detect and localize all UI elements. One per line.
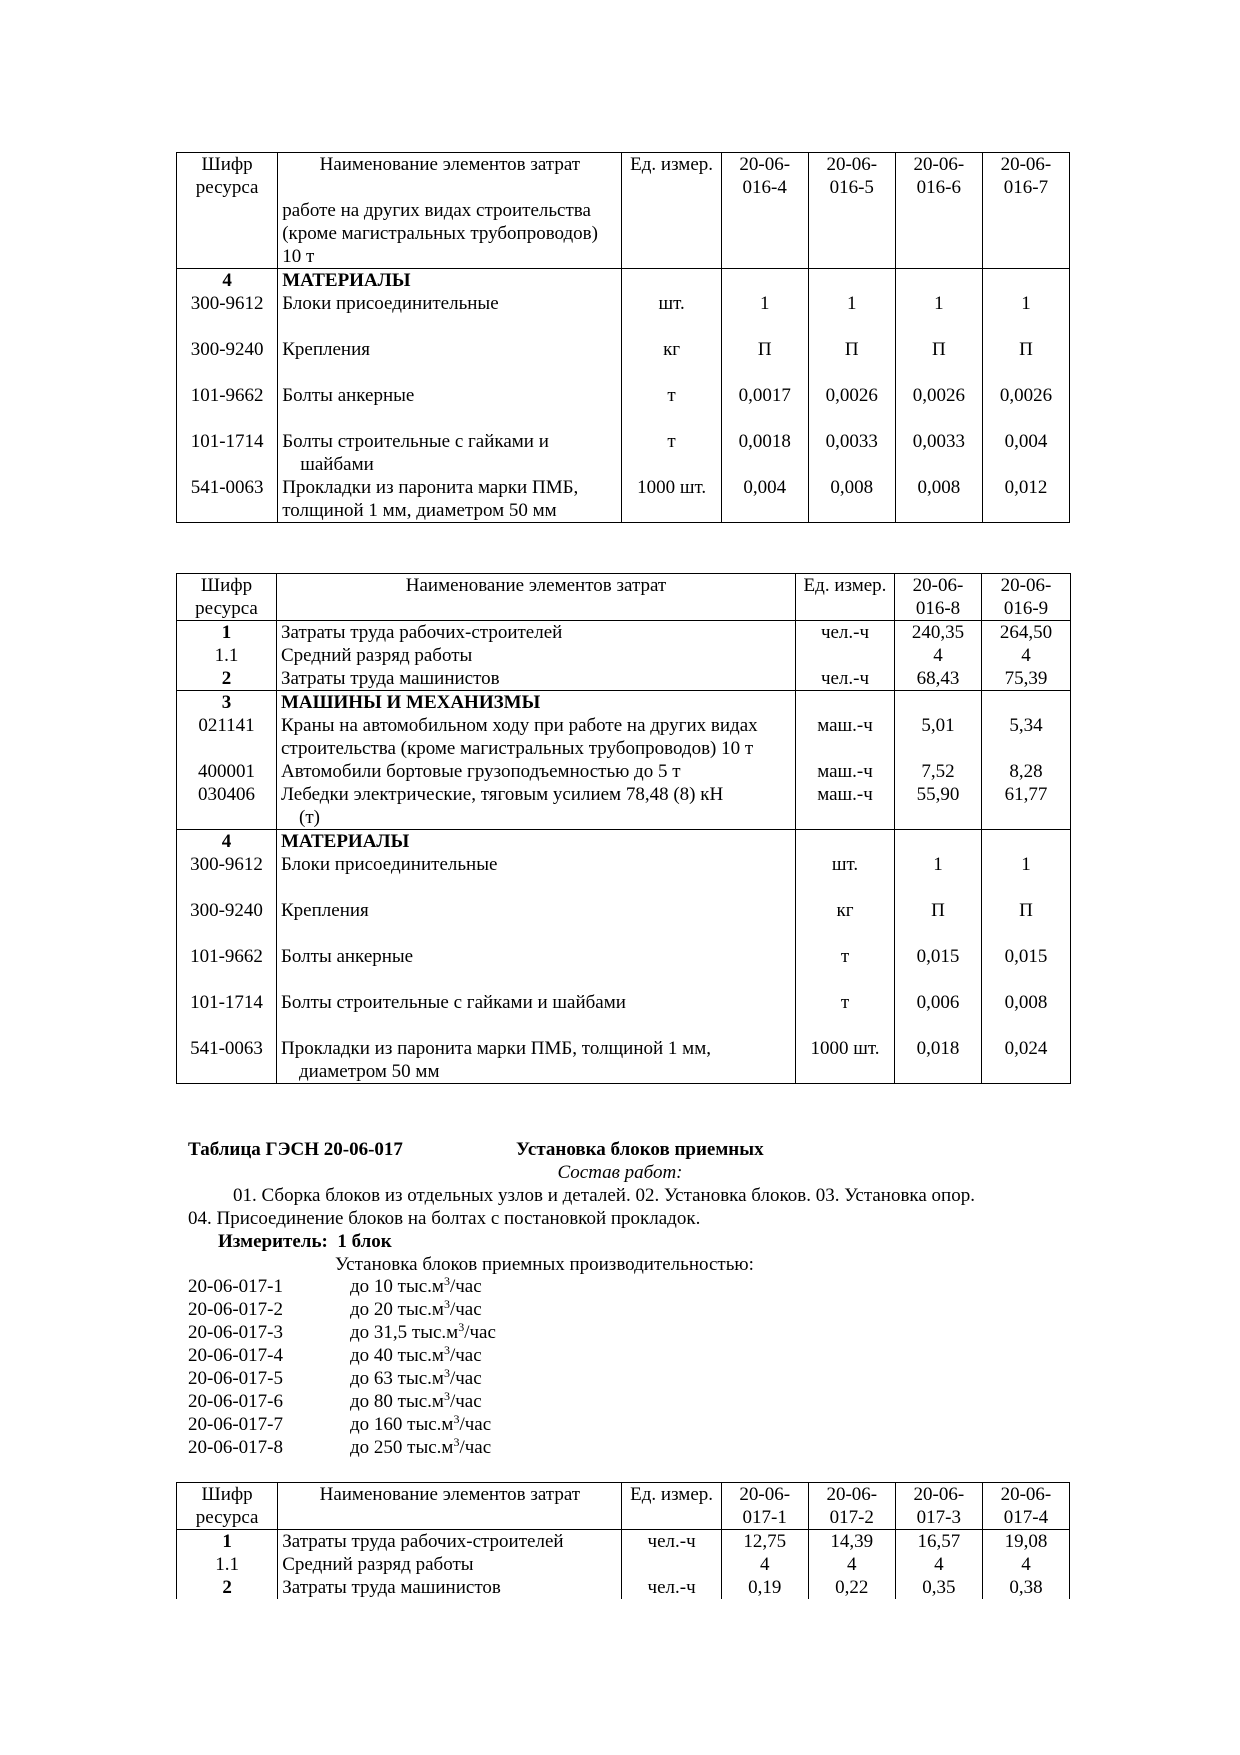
resource-unit: шт.: [796, 853, 895, 899]
value-cell: 264,50: [982, 621, 1071, 645]
resource-code: 400001: [177, 760, 277, 783]
table-row: [177, 714, 1071, 760]
norm-desc: до 40 тыс.м: [350, 1345, 444, 1366]
table-header: [177, 1483, 1070, 1530]
superscript: 3: [443, 1274, 450, 1288]
header-col: 20-06-017-4: [982, 1483, 1069, 1530]
norm-desc-unit: /час: [459, 1437, 492, 1458]
header-col: 20-06-016-4: [721, 153, 808, 200]
resource-name: Автомобили бортовые грузоподъемностью до 5 т: [277, 760, 796, 783]
resource-name: Блоки присоединительные: [277, 853, 796, 899]
list-item: [188, 1390, 496, 1413]
table-row: [177, 1576, 1070, 1599]
resource-unit: кг: [796, 899, 895, 945]
header-name: Наименование элементов затрат: [278, 153, 622, 200]
norm-desc-unit: /час: [449, 1391, 482, 1412]
resource-unit: [622, 1553, 721, 1576]
value-cell: 0,018: [895, 1037, 982, 1084]
value-cell: 1: [808, 292, 895, 338]
norm-desc: до 20 тыс.м: [350, 1299, 444, 1320]
resource-unit: 1000 шт.: [796, 1037, 895, 1084]
norm-desc: до 250 тыс.м: [350, 1437, 454, 1458]
resource-code: 1: [221, 622, 232, 643]
resource-name: Болты строительные с гайками и шайбами: [277, 991, 796, 1037]
superscript: 3: [458, 1320, 465, 1334]
table-row: [177, 621, 1071, 645]
resource-unit: маш.-ч: [796, 760, 895, 783]
resource-unit: кг: [622, 338, 721, 384]
header-name: Наименование элементов затрат: [278, 1483, 622, 1530]
list-item: [188, 1344, 496, 1367]
norm-desc: до 31,5 тыс.м: [350, 1322, 459, 1343]
norm-code: 20-06-017-3: [188, 1322, 283, 1343]
value-cell: 8,28: [982, 760, 1071, 783]
list-item: [188, 1275, 496, 1298]
table-row: [177, 667, 1071, 691]
value-cell: 0,0026: [895, 384, 982, 430]
value-cell: 0,0033: [808, 430, 895, 476]
value-cell: 0,006: [895, 991, 982, 1037]
value-cell: 0,0033: [895, 430, 982, 476]
header-unit: Ед. измер.: [622, 1483, 721, 1530]
table-header: [177, 574, 1071, 621]
header-unit: Ед. измер.: [796, 574, 895, 621]
resource-code: 300-9240: [177, 338, 278, 384]
value-cell: 4: [895, 644, 982, 667]
superscript: 3: [453, 1412, 460, 1426]
superscript: 3: [443, 1297, 450, 1311]
resource-name: Средний разряд работы: [277, 644, 796, 667]
section-code: 4: [222, 270, 232, 291]
resource-code: 300-9612: [177, 292, 278, 338]
norm-desc-unit: /час: [449, 1345, 482, 1366]
value-cell: 0,0026: [808, 384, 895, 430]
value-cell: 68,43: [895, 667, 982, 691]
superscript: 3: [443, 1343, 450, 1357]
works-line1: 01. Сборка блоков из отдельных узлов и деталей. 02. Установка блоков. 03. Установка опор.: [233, 1185, 975, 1206]
works-line2: 04. Присоединение блоков на болтах с постановкой прокладок.: [188, 1208, 701, 1229]
resource-unit: 1000 шт.: [622, 476, 721, 523]
value-cell: 0,35: [895, 1576, 982, 1599]
norm-code: 20-06-017-1: [188, 1276, 283, 1297]
value-cell: 0,0018: [721, 430, 808, 476]
resource-unit: чел.-ч: [796, 667, 895, 691]
header-col: 20-06-017-2: [808, 1483, 895, 1530]
value-cell: 12,75: [721, 1530, 808, 1554]
norm-code: 20-06-017-6: [188, 1391, 283, 1412]
header-code: Шифр ресурса: [177, 153, 278, 200]
value-cell: 0,015: [895, 945, 982, 991]
value-cell: 1: [982, 853, 1071, 899]
value-cell: 0,004: [982, 430, 1069, 476]
header-col: 20-06-017-3: [895, 1483, 982, 1530]
value-cell: 0,024: [982, 1037, 1071, 1084]
meter-value: 1 блок: [337, 1231, 392, 1252]
resource-unit: чел.-ч: [796, 621, 895, 645]
resource-name: Крепления: [277, 899, 796, 945]
norm-desc-unit: /час: [464, 1322, 496, 1343]
superscript: 3: [443, 1389, 450, 1403]
resource-unit: т: [796, 945, 895, 991]
section-code: 4: [221, 831, 232, 852]
materials-section-row: [177, 830, 1071, 854]
value-cell: 4: [721, 1553, 808, 1576]
resource-unit: шт.: [622, 292, 721, 338]
value-cell: 4: [982, 644, 1071, 667]
resource-code: 1: [222, 1531, 232, 1552]
value-cell: П: [895, 338, 982, 384]
norm-desc: до 80 тыс.м: [350, 1391, 444, 1412]
header-col: 20-06-016-5: [808, 153, 895, 200]
value-cell: 0,0026: [982, 384, 1069, 430]
list-item: [188, 1367, 496, 1390]
capacity-heading: Установка блоков приемных производительностью:: [335, 1254, 754, 1275]
value-cell: 0,015: [982, 945, 1071, 991]
norms-table-017-1-4: [176, 1482, 1070, 1599]
value-cell: П: [982, 899, 1071, 945]
value-cell: 4: [808, 1553, 895, 1576]
norm-code: 20-06-017-7: [188, 1414, 283, 1435]
value-cell: П: [808, 338, 895, 384]
resource-code: 2: [221, 668, 232, 689]
resource-name: [278, 430, 622, 476]
resource-name: Крепления: [278, 338, 622, 384]
resource-code: 300-9240: [177, 899, 277, 945]
resource-name-line1: Прокладки из паронита марки ПМБ, толщиной 1 мм,: [281, 1038, 711, 1059]
table-row: [177, 644, 1071, 667]
resource-code: 1.1: [177, 1553, 278, 1576]
resource-name-line2: диаметром 50 мм: [299, 1061, 440, 1082]
table-label-text: Таблица ГЭСН 20-06-017: [188, 1139, 403, 1160]
superscript: 3: [453, 1435, 460, 1449]
meter: [218, 1230, 392, 1253]
resource-name: Затраты труда машинистов: [277, 667, 796, 691]
list-item: [188, 1436, 496, 1459]
section-title: МАТЕРИАЛЫ: [282, 270, 411, 291]
resource-name: Краны на автомобильном ходу при работе на других видах строительства (кроме магистральных трубопроводов) 10 т: [277, 714, 796, 760]
value-cell: П: [721, 338, 808, 384]
norm-desc-unit: /час: [449, 1299, 482, 1320]
list-item: [188, 1321, 496, 1344]
value-cell: 5,34: [982, 714, 1071, 760]
resource-unit: т: [622, 384, 721, 430]
materials-section-row: [177, 269, 1070, 293]
continued-text: работе на других видах строительства (кроме магистральных трубопроводов) 10 т: [278, 199, 622, 269]
section-title: [516, 1138, 764, 1161]
value-cell: 0,008: [808, 476, 895, 523]
table-row: [177, 853, 1071, 899]
header-col: 20-06-017-1: [721, 1483, 808, 1530]
list-item: [188, 1413, 496, 1436]
resource-unit: т: [622, 430, 721, 476]
value-cell: 4: [982, 1553, 1069, 1576]
value-cell: 55,90: [895, 783, 982, 830]
section-title: МАШИНЫ И МЕХАНИЗМЫ: [281, 692, 541, 713]
table-row: [177, 199, 1070, 269]
norm-desc-unit: /час: [449, 1276, 482, 1297]
resource-name-line1: Лебедки электрические, тяговым усилием 78,48 (8) кН: [281, 784, 724, 805]
resource-unit: чел.-ч: [622, 1530, 721, 1554]
works-heading: Состав работ:: [557, 1162, 683, 1183]
table-row: [177, 945, 1071, 991]
norm-code: 20-06-017-2: [188, 1299, 283, 1320]
header-unit: Ед. измер.: [622, 153, 721, 200]
value-cell: П: [982, 338, 1069, 384]
norms-table-016-4-7: [176, 152, 1070, 523]
table-row: [177, 476, 1070, 523]
header-col: 20-06-016-8: [895, 574, 982, 621]
resource-code: 101-1714: [177, 991, 277, 1037]
value-cell: 1: [982, 292, 1069, 338]
resource-code: 300-9612: [177, 853, 277, 899]
resource-name: Затраты труда машинистов: [278, 1576, 622, 1599]
value-cell: 5,01: [895, 714, 982, 760]
norm-desc-unit: /час: [449, 1368, 482, 1389]
value-cell: 0,004: [721, 476, 808, 523]
resource-code: 541-0063: [177, 1037, 277, 1084]
resource-name: Прокладки из паронита марки ПМБ, толщиной 1 мм, диаметром 50 мм: [278, 476, 622, 523]
header-name: Наименование элементов затрат: [277, 574, 796, 621]
resource-name: Затраты труда рабочих-строителей: [277, 621, 796, 645]
header-code: Шифр ресурса: [177, 574, 277, 621]
table-row: [177, 430, 1070, 476]
norm-code: 20-06-017-4: [188, 1345, 283, 1366]
value-cell: 16,57: [895, 1530, 982, 1554]
header-col: 20-06-016-9: [982, 574, 1071, 621]
value-cell: 61,77: [982, 783, 1071, 830]
value-cell: 0,012: [982, 476, 1069, 523]
value-cell: 0,38: [982, 1576, 1069, 1599]
resource-name: Блоки присоединительные: [278, 292, 622, 338]
section-title: МАТЕРИАЛЫ: [281, 831, 410, 852]
resource-code: 1.1: [177, 644, 277, 667]
norm-desc: до 160 тыс.м: [350, 1414, 454, 1435]
table-row: [177, 899, 1071, 945]
resource-unit: маш.-ч: [796, 714, 895, 760]
list-item: [188, 1298, 496, 1321]
resource-name-line2: (т): [299, 807, 320, 828]
table-row: [177, 292, 1070, 338]
table-row: [177, 1037, 1071, 1084]
resource-code: 2: [222, 1577, 232, 1598]
value-cell: 0,22: [808, 1576, 895, 1599]
resource-unit: чел.-ч: [622, 1576, 721, 1599]
resource-name: [277, 1037, 796, 1084]
superscript: 3: [443, 1366, 450, 1380]
table-row: [177, 783, 1071, 830]
norms-table-016-8-9: [176, 573, 1071, 1084]
resource-code: 030406: [177, 783, 277, 830]
table-row: [177, 760, 1071, 783]
resource-name-line2: шайбами: [300, 454, 374, 475]
resource-name: [277, 783, 796, 830]
resource-code: 101-9662: [177, 945, 277, 991]
norm-code: 20-06-017-8: [188, 1437, 283, 1458]
resource-code: 541-0063: [177, 476, 278, 523]
norm-desc: до 10 тыс.м: [350, 1276, 444, 1297]
table-row: [177, 1553, 1070, 1576]
table-row: [177, 384, 1070, 430]
value-cell: 240,35: [895, 621, 982, 645]
resource-name: Затраты труда рабочих-строителей: [278, 1530, 622, 1554]
section-title-text: Установка блоков приемных: [516, 1139, 764, 1160]
value-cell: 19,08: [982, 1530, 1069, 1554]
table-row: [177, 991, 1071, 1037]
value-cell: 1: [721, 292, 808, 338]
resource-unit: маш.-ч: [796, 783, 895, 830]
value-cell: 4: [895, 1553, 982, 1576]
section-code: 3: [221, 692, 232, 713]
resource-name-line1: Болты строительные с гайками и: [282, 431, 549, 452]
norm-codes-list: [188, 1275, 496, 1459]
resource-name: Средний разряд работы: [278, 1553, 622, 1576]
norm-desc-unit: /час: [459, 1414, 492, 1435]
value-cell: 0,0017: [721, 384, 808, 430]
meter-label: Измеритель:: [218, 1231, 328, 1252]
norm-code: 20-06-017-5: [188, 1368, 283, 1389]
table-label: [188, 1138, 403, 1161]
resource-unit: [796, 644, 895, 667]
table-row: [177, 338, 1070, 384]
header-code: Шифр ресурса: [177, 1483, 278, 1530]
resource-code: 021141: [177, 714, 277, 760]
resource-code: 101-9662: [177, 384, 278, 430]
value-cell: 0,19: [721, 1576, 808, 1599]
table-header: [177, 153, 1070, 200]
header-col: 20-06-016-6: [895, 153, 982, 200]
machines-section-row: [177, 691, 1071, 715]
resource-name: Болты анкерные: [278, 384, 622, 430]
value-cell: 7,52: [895, 760, 982, 783]
resource-unit: т: [796, 991, 895, 1037]
value-cell: П: [895, 899, 982, 945]
value-cell: 1: [895, 292, 982, 338]
norm-desc: до 63 тыс.м: [350, 1368, 444, 1389]
header-col: 20-06-016-7: [982, 153, 1069, 200]
value-cell: 0,008: [895, 476, 982, 523]
resource-code: 101-1714: [177, 430, 278, 476]
table-row: [177, 1530, 1070, 1554]
value-cell: 1: [895, 853, 982, 899]
value-cell: 14,39: [808, 1530, 895, 1554]
value-cell: 75,39: [982, 667, 1071, 691]
value-cell: 0,008: [982, 991, 1071, 1037]
resource-name: Болты анкерные: [277, 945, 796, 991]
